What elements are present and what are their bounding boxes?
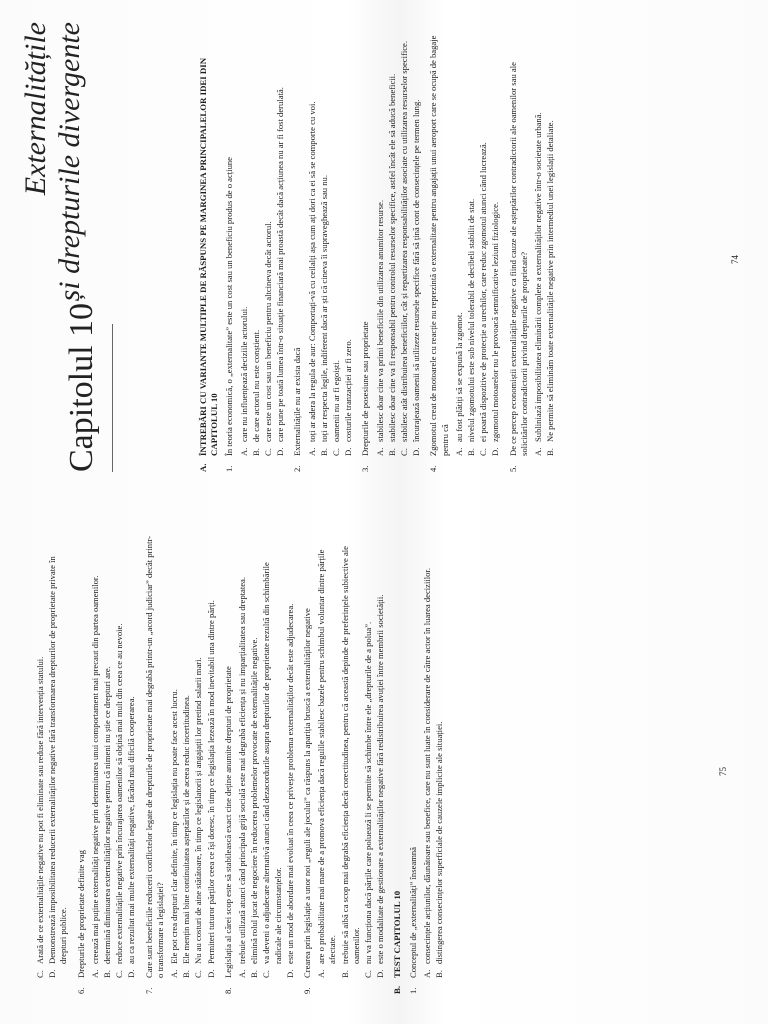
option-text: toți ar respecta legile, indiferent dacă ar ști că cineva îi supraveghează sau nu. xyxy=(318,175,329,442)
option-letter: B. xyxy=(466,448,477,456)
option-letter: C. xyxy=(261,970,272,978)
answer-option xyxy=(102,534,113,978)
answer-option xyxy=(343,22,354,456)
answer-option xyxy=(261,534,283,978)
answer-option xyxy=(316,534,338,978)
answer-option xyxy=(363,534,374,978)
right-page-column xyxy=(20,22,768,472)
option-text: Ele mențin mai bine continuitatea așteptărilor și de aceea reduc incertitudinea. xyxy=(181,695,192,964)
option-text: toți ar adera la regula de aur: Comportați-vă cu ceilalți așa cum ați dori ca ei să se comporte cu voi. xyxy=(306,101,317,442)
option-letter: D. xyxy=(205,969,216,978)
option-text: Arată de ce externalitățile negative nu pot fi eliminate sau reduse fără intervenția statului. xyxy=(35,656,45,964)
question-number: 1. xyxy=(224,465,235,472)
chapter-label: Capitolul 10 xyxy=(63,302,100,472)
question-number: 9. xyxy=(302,987,313,994)
page-number: 75 xyxy=(718,767,728,776)
question-text: De ce percep economiștii externalitățile negative ca fiind cauze ale așteptărilor contradictorii ale oamenilor sau ale solicitărilor contradictorii privind drepturile de proprietate? xyxy=(507,62,529,456)
left-page-column xyxy=(34,534,768,994)
option-text: are o probabilitate mai mare de a promova eficiența dacă regulile stabilesc bazele pentru schimbul voluntar dintre părțile afectate. xyxy=(316,549,338,964)
question-item xyxy=(223,534,234,994)
question-text: Crearea prin legislație a unor noi „reguli ale jocului” ca răspuns la apariția bruscă a externalităților negative xyxy=(302,608,313,978)
question-item xyxy=(360,22,371,472)
option-letter: B. xyxy=(339,970,350,978)
option-letter: C. xyxy=(363,970,374,978)
option-text: stabilesc doar cine va fi responsabil pentru controlul resurselor specifice, astfel încât ele să aducă beneficii. xyxy=(386,73,397,442)
option-list xyxy=(454,22,502,456)
question-item xyxy=(302,534,313,994)
answer-option xyxy=(490,22,501,456)
option-text: reduce externalitățile negative prin încurajarea oamenilor să obțină mai mult din ceea ce au nevoie. xyxy=(114,623,125,964)
option-letter: B. xyxy=(102,970,113,978)
option-text: determină diminuarea externalităților negative pentru că nimeni nu știe ce drepturi are. xyxy=(102,666,113,964)
option-text: trebuie utilizată atunci când principala grijă socială este mai degrabă eficiența și nu imparțialitatea sau dreptatea. xyxy=(237,576,248,964)
answer-option xyxy=(422,534,433,978)
question-text: Drepturile de proprietate definite vag xyxy=(75,850,86,978)
answer-option xyxy=(47,534,69,978)
option-letter: C. xyxy=(35,970,45,978)
option-letter: B. xyxy=(545,448,556,456)
answer-option xyxy=(478,22,489,456)
question-number: 6. xyxy=(75,987,86,994)
option-letter: A. xyxy=(316,969,327,978)
answer-option xyxy=(375,22,386,456)
option-text: au ca rezultat mai multe externalități negative, făcând mai dificilă cooperarea. xyxy=(126,696,137,964)
option-letter: A. xyxy=(89,969,100,978)
chapter-header xyxy=(20,22,190,472)
answer-option xyxy=(114,534,125,978)
option-text: oamenii nu ar fi egoiști. xyxy=(331,360,342,442)
answer-option xyxy=(237,534,248,978)
option-text: distingerea consecințelor superficiale de cauzele implicite ale situației. xyxy=(434,721,445,964)
option-letter: A. xyxy=(238,447,249,456)
option-text: este un mod de abordare mai evoluat în ceea ce privește problema externalităților decât este adjudecarea. xyxy=(284,603,295,964)
answer-option xyxy=(307,22,318,456)
option-list xyxy=(533,22,556,456)
option-text: elimină rolul jucat de negociere în reducerea problemelor provocate de externalitățile negative. xyxy=(249,637,260,964)
option-letter: B. xyxy=(386,448,397,456)
chapter-title xyxy=(20,22,86,301)
option-letter: B. xyxy=(249,970,260,978)
answer-option xyxy=(169,534,180,978)
answer-option xyxy=(466,22,477,456)
option-list xyxy=(316,534,386,978)
question-item xyxy=(428,22,450,472)
answer-option xyxy=(193,534,204,978)
section-title: TEST CAPITOLUL 10 xyxy=(392,890,403,978)
option-letter: B. xyxy=(318,448,329,456)
answer-option xyxy=(263,22,274,456)
option-letter: B. xyxy=(434,970,445,978)
option-letter: C. xyxy=(193,970,204,978)
answer-option xyxy=(275,22,286,456)
option-letter: A. xyxy=(237,969,248,978)
option-text: consecințele acțiunilor, dăunătoare sau benefice, care nu sunt luate în considerare de către actor în luarea deciziilor. xyxy=(421,568,432,964)
chapter-title-line2: și drepturile divergente xyxy=(53,22,86,302)
option-letter: D. xyxy=(275,447,286,456)
answer-option xyxy=(454,22,465,456)
answer-option xyxy=(206,534,217,978)
option-text: zgomotul motoarelor nu le provoacă semnificative leziuni fiziologice. xyxy=(490,201,501,442)
answer-option xyxy=(126,534,137,978)
answer-option xyxy=(285,534,296,978)
option-letter: A. xyxy=(306,447,317,456)
option-list xyxy=(90,534,138,978)
question-text: Zgomotul creat de motoarele cu reacție nu reprezintă o externalitate pentru angajații unui aeroport care se ocupă de bagaje pentru că xyxy=(428,35,450,456)
answer-option xyxy=(239,22,250,456)
question-item xyxy=(144,534,166,994)
option-letter: D. xyxy=(375,969,386,978)
question-item xyxy=(508,22,530,472)
option-text: încurajează oamenii să utilizeze resursele specifice fără să țină cont de consecințele pe termen lung. xyxy=(411,99,422,442)
question-text: Legislația al cărei scop este să stabilească exact cine deține anumite drepturi de proprietate xyxy=(222,666,233,978)
answer-option xyxy=(387,22,398,456)
answer-option xyxy=(545,22,556,456)
answer-option xyxy=(249,534,260,978)
option-text: va deveni o adjudecare alternativă atunci când dezacordurile asupra drepturilor de proprietate rezultă din schimbările radicale ale circumstanțelor. xyxy=(261,562,283,964)
option-list xyxy=(375,22,423,456)
option-text: de care actorul nu este conștient. xyxy=(250,329,261,442)
option-text: creează mai puține externalități negative prin determinarea unui comportament mai precaut din partea oamenilor. xyxy=(89,575,100,964)
option-text: Ne permite să eliminăm toate externalitățile negative prin intermediul unei legislații detaliate. xyxy=(545,120,556,442)
option-text: Demonstrează imposibilitatea reducerii externalităților negative fără transformarea drepturilor de proprietate private în drepturi publice. xyxy=(47,556,69,964)
question-item xyxy=(224,22,235,472)
option-letter: D. xyxy=(490,447,501,456)
answer-option xyxy=(251,22,262,456)
option-letter: B. xyxy=(250,448,261,456)
option-letter: D. xyxy=(47,969,58,978)
option-letter: D. xyxy=(343,447,354,456)
option-text: care este un cost sau un beneficiu pentru altcineva decât actorul. xyxy=(263,221,274,442)
option-letter: D. xyxy=(126,969,137,978)
answer-option xyxy=(331,22,342,456)
answer-option xyxy=(90,534,101,978)
option-text: Permiteri tuturor părților ceea ce își doresc, în timp ce legislația lezează în mod inevitabil una dintre părți. xyxy=(205,600,216,964)
chapter-rule xyxy=(112,324,113,472)
section-title: ÎNTREBĂRI CU VARIANTE MULTIPLE DE RĂSPUNS PE MARGINEA PRINCIPALELOR IDEI DIN CAPITOLUL 10 xyxy=(198,57,220,456)
question-number: 7. xyxy=(143,987,154,994)
option-list xyxy=(237,534,296,978)
answer-option xyxy=(181,534,192,978)
answer-option xyxy=(434,534,445,978)
answer-option xyxy=(375,534,386,978)
option-letter: A. xyxy=(453,447,464,456)
question-text: În teoria economică, o „externalitate” este un cost sau un beneficiu produs de o acțiune xyxy=(224,157,235,456)
option-text: trebuie să aibă ca scop mai degrabă eficiența decât corectitudinea, pentru că această depinde de preferințele subiective ale oamenilor. xyxy=(339,545,361,964)
page-75 xyxy=(0,512,768,1024)
question-number: 2. xyxy=(292,465,303,472)
option-text: stabilesc atât distribuirea beneficiilor, cât și repartizarea responsabilităților asociate cu utilizarea resurselor specifice. xyxy=(399,41,410,442)
option-letter: D. xyxy=(411,447,422,456)
question-list xyxy=(224,22,556,472)
answer-option xyxy=(533,22,544,456)
question-number: 3. xyxy=(360,465,371,472)
option-text: costurile tranzacției ar fi zero. xyxy=(343,339,354,442)
question-item xyxy=(408,534,419,994)
question-number: 1. xyxy=(407,987,418,994)
section-letter: A. xyxy=(198,463,208,472)
option-text: Ele pot crea drepturi clar definite, în timp ce legislația nu poate face acest lucru. xyxy=(169,689,180,964)
question-text: Externalitățile nu ar exista dacă xyxy=(292,347,303,456)
option-letter: A. xyxy=(374,447,385,456)
option-letter: C. xyxy=(399,448,410,456)
option-letter: C. xyxy=(331,448,342,456)
page-number: 74 xyxy=(730,255,740,264)
option-text: nu va funcționa dacă părțile care poluează li se permite să schimbe între ele „drepturile de a polua”. xyxy=(363,621,374,964)
option-letter: C. xyxy=(114,970,125,978)
option-list xyxy=(239,22,287,456)
option-text: Subliniază imposibilitatea eliminării complete a externalităților negative într-o societate urbană. xyxy=(533,112,544,442)
option-letter: A. xyxy=(421,969,432,978)
option-letter: A. xyxy=(169,969,180,978)
question-number: 5. xyxy=(507,465,518,472)
question-item xyxy=(292,22,303,472)
question-text: Care sunt beneficiile reducerii conflictelor legate de drepturile de proprietate mai degrabă printr-un „acord judiciar” decât printr-o transformare a legislației? xyxy=(143,535,165,978)
answer-option xyxy=(399,22,410,456)
option-letter: A. xyxy=(533,447,544,456)
question-number: 8. xyxy=(222,987,233,994)
chapter-title-line1: Externalitățile xyxy=(19,22,52,196)
question-item xyxy=(76,534,87,994)
option-letter: C. xyxy=(478,448,489,456)
option-text: au fost plătiți să se expună la zgomot. xyxy=(453,312,464,442)
option-text: care pune pe toată lumea într-o situație financiară mai proastă decât dacă acțiunea nu ar fi fost derulată. xyxy=(275,87,286,442)
option-list xyxy=(422,534,445,978)
option-text: Nu au costuri de aine stătătoare, în timp ce legislatorii și angajații lor pretind salarii mari. xyxy=(193,657,204,964)
option-letter: C. xyxy=(263,448,274,456)
option-list xyxy=(35,534,70,978)
question-text: Drepturile de posesiune sau proprietate xyxy=(360,321,371,456)
question-text: Conceptul de „externalități” înseamnă xyxy=(407,846,418,978)
option-list xyxy=(169,534,217,978)
answer-option xyxy=(35,534,46,978)
option-text: stabilesc doar cine va primi beneficiile din utilizarea anumitor resurse. xyxy=(374,200,385,442)
option-list xyxy=(307,22,355,456)
question-number: 4. xyxy=(428,465,439,472)
option-letter: D. xyxy=(284,969,295,978)
answer-option xyxy=(319,22,330,456)
answer-option xyxy=(340,534,362,978)
section-letter: B. xyxy=(392,985,403,994)
section-b-heading xyxy=(392,534,403,994)
option-letter: B. xyxy=(181,970,192,978)
option-text: care nu influențează deciziile actorului. xyxy=(238,306,249,442)
option-text: nivelul zgomotului este sub nivelul tolerabil de decibeli stabilit de stat. xyxy=(466,198,477,442)
option-text: ei poartă dispozitive de protecție a urechilor, care reduc zgomotul atunci când lucrează. xyxy=(478,142,489,442)
answer-option xyxy=(411,22,422,456)
option-text: este o modalitate de gestionare a externalităților negative fără redistribuirea avuției între membrii societății. xyxy=(375,594,386,964)
section-a-heading xyxy=(198,22,220,472)
